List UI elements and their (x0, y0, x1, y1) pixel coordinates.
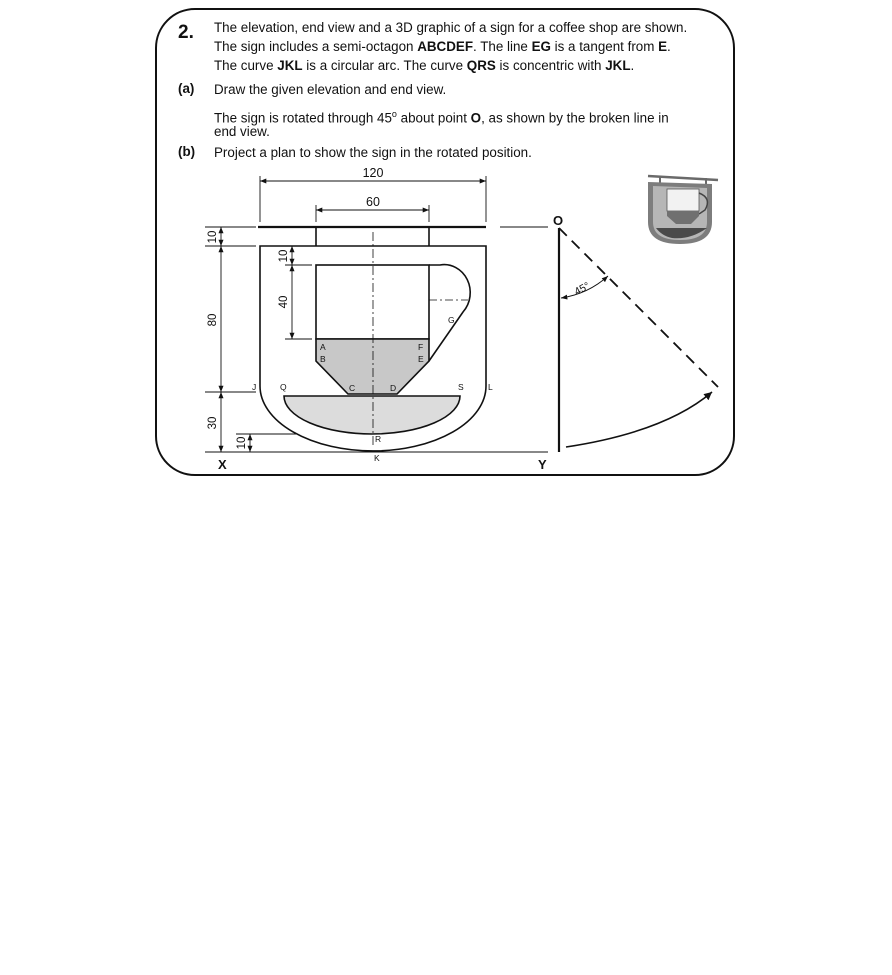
cup-body (316, 265, 429, 339)
dim-inner-height: 40 (278, 295, 290, 309)
label-s: S (458, 382, 464, 392)
part-a-note-line-1: The sign is rotated through 45$^o$ about point O, as shown by the broken line in (214, 109, 669, 126)
part-b-text: Project a plan to show the sign in the rotated position. (214, 145, 532, 160)
dim-overall-width: 120 (362, 166, 384, 180)
part-b-label: (b) (178, 144, 196, 159)
label-a: A (320, 342, 326, 352)
label-g: G (448, 315, 455, 325)
label-q: Q (280, 382, 287, 392)
pivot-o-label: O (553, 213, 564, 228)
dim-bottom-offset: 10 (236, 436, 248, 450)
y-label: Y (538, 457, 547, 472)
label-l: L (488, 382, 493, 392)
label-b: B (320, 354, 326, 364)
dim-inner-width: 60 (366, 195, 380, 209)
intro-line-3: The curve JKL is a circular arc. The curve QRS is concentric with JKL. (214, 58, 635, 73)
label-k: K (374, 453, 380, 463)
rotation-path-arrow (566, 392, 712, 447)
label-f: F (418, 342, 424, 352)
dim-inner-offset: 10 (278, 249, 290, 263)
x-label: X (218, 457, 227, 472)
intro-line-2: The sign includes a semi-octagon ABCDEF. The line EG is a tangent from E. (214, 39, 671, 54)
angle-label: 45° (572, 279, 593, 298)
segment-qrs (284, 396, 460, 434)
dim-top-offset: 10 (207, 230, 219, 244)
question-number: 2. (178, 22, 194, 43)
label-r: R (375, 434, 382, 444)
rotated-sign-broken-line (559, 228, 718, 387)
end-view (420, 227, 718, 452)
intro-line-1: The elevation, end view and a 3D graphic of a sign for a coffee shop are shown. (214, 20, 688, 35)
part-a-note-line-2: end view. (214, 124, 270, 139)
cup-handle (429, 265, 470, 361)
semi-octagon-abcdef (316, 339, 429, 394)
part-a-label: (a) (178, 81, 195, 96)
label-e: E (418, 354, 424, 364)
dim-lower-height: 30 (207, 416, 219, 430)
label-j: J (252, 382, 257, 392)
sign-3d-graphic (648, 176, 718, 244)
label-c: C (349, 383, 356, 393)
part-a-text: Draw the given elevation and end view. (214, 82, 447, 97)
label-d: D (390, 383, 397, 393)
dim-main-height: 80 (207, 313, 219, 327)
